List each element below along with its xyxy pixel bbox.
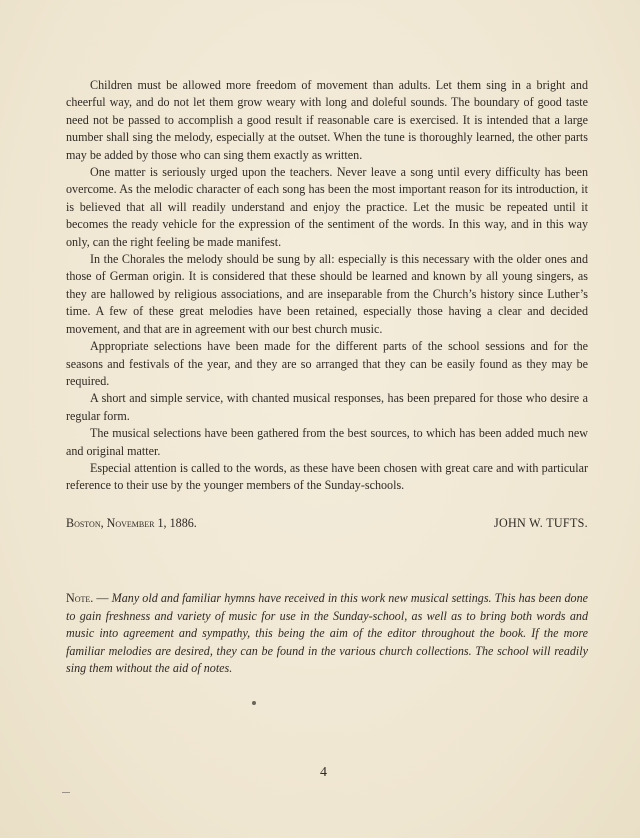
- paragraph-teachers: One matter is seriously urged upon the teachers. Never leave a song until every difficulty has been overcome. As the melodic character of each song has been the most important reason for its introduction, it is believed that all will readily understand and enjoy the practice. Let the music be repeated until it becomes the ready vehicle for the expression of the sentiment of the words. In this way, and in this way only, can the right feeling be made manifest.: [66, 165, 588, 249]
- paragraph-service: A short and simple service, with chanted musical responses, has been prepared for those who desire a regular form.: [66, 391, 588, 423]
- page-number: 4: [320, 765, 327, 780]
- paragraph-selections: Appropriate selections have been made for the different parts of the school sessions and for the seasons and festivals of the year, and they are so arranged that they can be easily found as they may be required.: [66, 339, 588, 388]
- paragraph-sources: The musical selections have been gathered from the best sources, to which has been added much new and original matter.: [66, 426, 588, 458]
- edge-mark: [62, 792, 70, 793]
- editor-note: [66, 590, 588, 678]
- note-label: Note. —: [66, 591, 109, 605]
- paragraph-freedom-of-movement: Children must be allowed more freedom of movement than adults. Let them sing in a bright and cheerful way, and do not let them grow weary with long and doleful sounds. The boundary of good taste need not be passed to accomplish a good result if reasonable care is exercised. It is intended that a large number shall sing the melody, especially at the outset. When the tune is thoroughly learned, the other parts may be added by those who can sing them exactly as written.: [66, 78, 588, 162]
- place-and-date: Boston, November 1, 1886.: [66, 516, 197, 530]
- author-signature: JOHN W. TUFTS.: [493, 516, 588, 530]
- note-text: Many old and familiar hymns have received in this work new musical settings. This has been done to gain freshness and variety of music for use in the Sunday-school, as well as to bring both words and music into agreement and sympathy, this being the aim of the editor throughout the book. If the more familiar melodies are desired, they can be found in the various church collections. The school will readily sing them without the aid of notes.: [66, 591, 588, 676]
- ink-dot: [252, 701, 256, 705]
- preface-body: [66, 77, 588, 495]
- signoff: [66, 515, 588, 532]
- paragraph-chorales: In the Chorales the melody should be sung by all: especially is this necessary with the older ones and those of German origin. It is considered that these should be learned and known by all young singers, as they are hallowed by religious associations, and are inseparable from the Church’s history since Luther’s time. A few of these great melodies have been retained, especially those having a clear and decided movement, and that are in agreement with our best church music.: [66, 252, 588, 336]
- paragraph-words: Especial attention is called to the words, as these have been chosen with great care and with particular reference to their use by the younger members of the Sunday-schools.: [66, 460, 588, 493]
